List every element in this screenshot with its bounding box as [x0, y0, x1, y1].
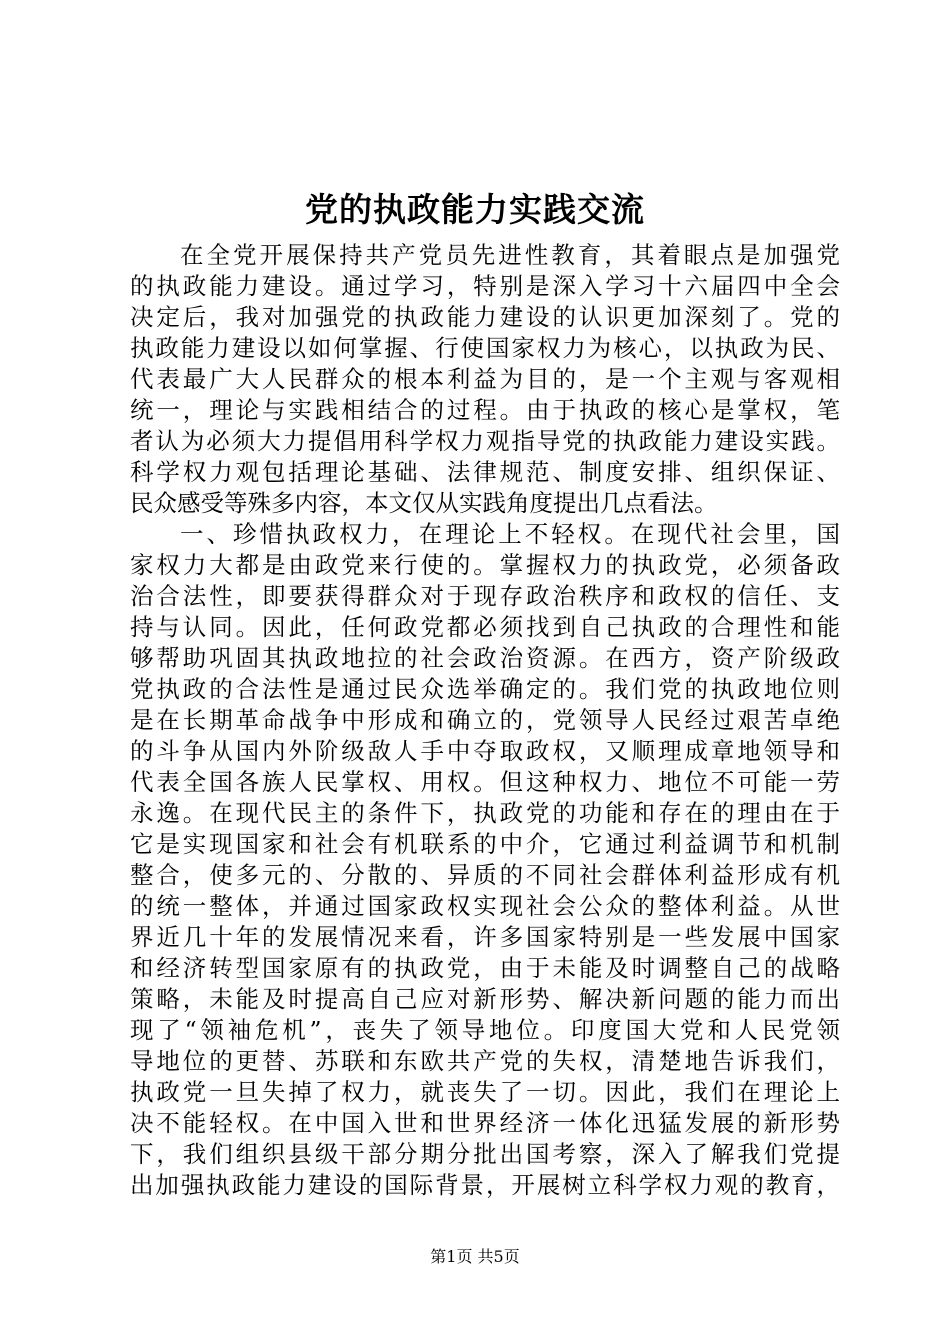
paragraph-line: 导地位的更替、苏联和东欧共产党的失权，清楚地告诉我们，	[130, 1047, 840, 1075]
paragraph-line: 现了“领袖危机”，丧失了领导地位。印度国大党和人民党领	[130, 1016, 840, 1044]
paragraph-line: 家权力大都是由政党来行使的。掌握权力的执政党，必须备政	[130, 551, 840, 579]
paragraph-line: 一、珍惜执政权力，在理论上不轻权。在现代社会里，国	[180, 520, 840, 548]
paragraph-line: 者认为必须大力提倡用科学权力观指导党的执政能力建设实践。	[130, 427, 840, 455]
paragraph-line: 在全党开展保持共产党员先进性教育，其着眼点是加强党	[180, 241, 840, 269]
paragraph-line: 界近几十年的发展情况来看，许多国家特别是一些发展中国家	[130, 923, 840, 951]
document-title: 党的执政能力实践交流	[305, 190, 645, 229]
paragraph-line: 和经济转型国家原有的执政党，由于未能及时调整自己的战略	[130, 954, 840, 982]
paragraph-line: 统一，理论与实践相结合的过程。由于执政的核心是掌权，笔	[130, 396, 840, 424]
paragraph-line: 下，我们组织县级干部分期分批出国考察，深入了解我们党提	[130, 1140, 840, 1168]
page-number-footer: 第1页 共5页	[430, 1247, 520, 1266]
paragraph-line: 整合，使多元的、分散的、异质的不同社会群体利益形成有机	[130, 861, 840, 889]
paragraph-line: 党执政的合法性是通过民众选举确定的。我们党的执政地位则	[130, 675, 840, 703]
paragraph-line: 出加强执政能力建设的国际背景，开展树立科学权力观的教育，	[130, 1171, 840, 1199]
paragraph-line: 民众感受等殊多内容，本文仅从实践角度提出几点看法。	[130, 489, 718, 517]
paragraph-2	[130, 519, 840, 1201]
paragraph-line: 的统一整体，并通过国家政权实现社会公众的整体利益。从世	[130, 892, 840, 920]
paragraph-line: 代表最广大人民群众的根本利益为目的，是一个主观与客观相	[130, 365, 840, 393]
paragraph-line: 它是实现国家和社会有机联系的中介，它通过利益调节和机制	[130, 830, 840, 858]
paragraph-line: 永逸。在现代民主的条件下，执政党的功能和存在的理由在于	[130, 799, 840, 827]
document-body	[130, 240, 840, 1201]
paragraph-line: 治合法性，即要获得群众对于现存政治秩序和政权的信任、支	[130, 582, 840, 610]
paragraph-line: 执政党一旦失掉了权力，就丧失了一切。因此，我们在理论上	[130, 1078, 840, 1106]
paragraph-line: 的执政能力建设。通过学习，特别是深入学习十六届四中全会	[130, 272, 840, 300]
paragraph-line: 决定后，我对加强党的执政能力建设的认识更加深刻了。党的	[130, 303, 840, 331]
paragraph-line: 持与认同。因此，任何政党都必须找到自己执政的合理性和能	[130, 613, 840, 641]
paragraph-1	[130, 240, 840, 519]
paragraph-line: 策略，未能及时提高自己应对新形势、解决新问题的能力而出	[130, 985, 840, 1013]
paragraph-line: 的斗争从国内外阶级敌人手中夺取政权，又顺理成章地领导和	[130, 737, 840, 765]
paragraph-line: 执政能力建设以如何掌握、行使国家权力为核心，以执政为民、	[130, 334, 840, 362]
paragraph-line: 科学权力观包括理论基础、法律规范、制度安排、组织保证、	[130, 458, 840, 486]
paragraph-line: 决不能轻权。在中国入世和世界经济一体化迅猛发展的新形势	[130, 1109, 840, 1137]
paragraph-line: 够帮助巩固其执政地拉的社会政治资源。在西方，资产阶级政	[130, 644, 840, 672]
paragraph-line: 代表全国各族人民掌权、用权。但这种权力、地位不可能一劳	[130, 768, 840, 796]
paragraph-line: 是在长期革命战争中形成和确立的，党领导人民经过艰苦卓绝	[130, 706, 840, 734]
